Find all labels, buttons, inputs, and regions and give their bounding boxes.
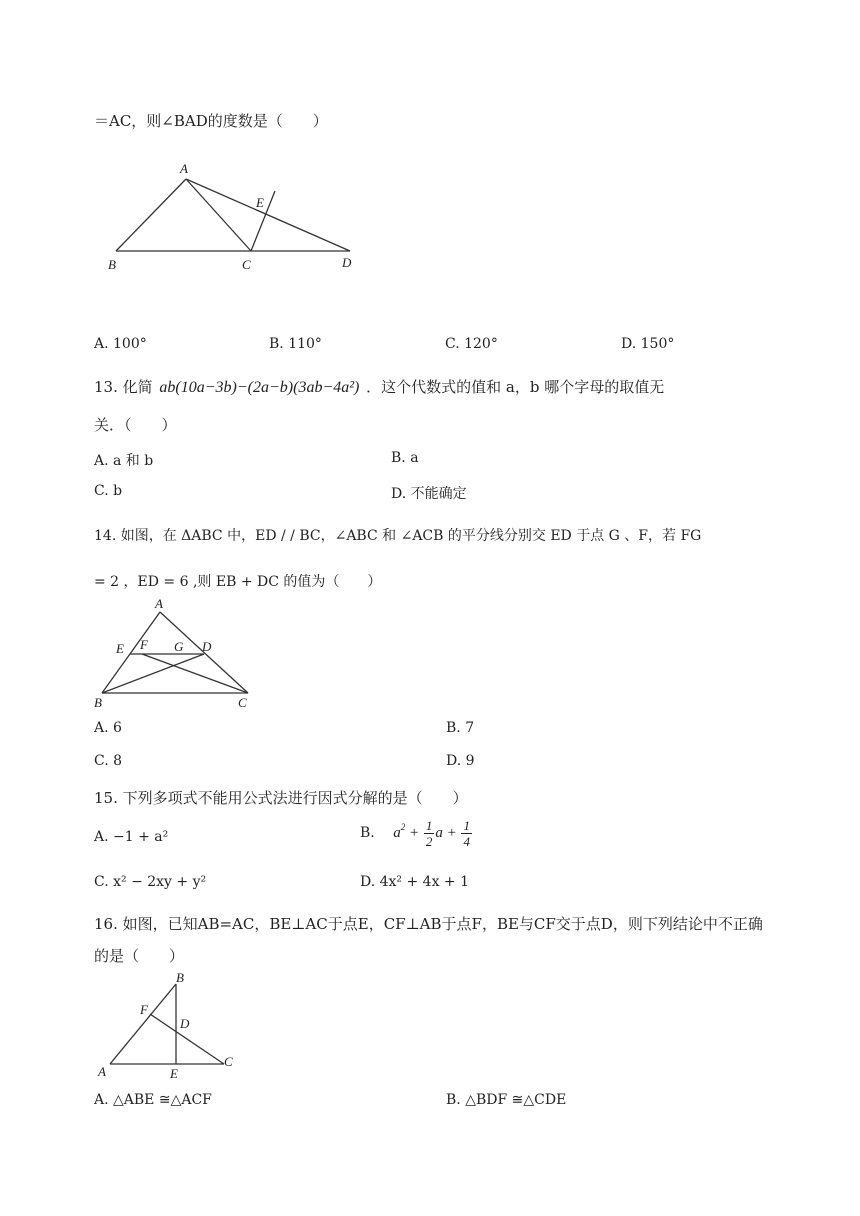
q14-label-A: A (155, 596, 163, 611)
q14-label-D: D (202, 639, 212, 654)
q13-suffix: ．这个代数式的值和 a，b 哪个字母的取值无 (366, 378, 665, 396)
q13-option-b: B. a (391, 450, 419, 466)
q12-label-B: B (108, 257, 116, 272)
q14-label-F: F (140, 637, 148, 652)
q14-seg-BG (102, 654, 204, 693)
q15-option-c: C. x² − 2xy + y² (94, 874, 207, 890)
q16-stem-line2: 的是（ ） (94, 947, 185, 965)
q16-label-A: A (98, 1064, 106, 1079)
q12-option-c: C. 120° (445, 336, 498, 352)
q12-label-D: D (342, 255, 352, 270)
q15-option-b-expr: $a^2$ + $\frac{1}{2}$ a + $\frac{1}{4}$ (393, 818, 470, 849)
frac-quarter: $\frac{1}{4}$ (463, 818, 470, 849)
q14-seg-AB (102, 612, 160, 693)
q14-stem-line1: 14. 如图，在 ΔABC 中，ED / / BC，∠ABC 和 ∠ACB 的平分线分别交 ED 于点 G 、F，若 FG (94, 528, 702, 544)
q14-label-C: C (238, 695, 247, 710)
q13-stem-line1 (94, 376, 664, 397)
q12-seg-AD (186, 179, 350, 251)
q14-option-b: B. 7 (446, 720, 475, 736)
q15-option-b-label: B. (360, 824, 375, 841)
q16-label-B: B (176, 970, 184, 985)
q15-option-b (360, 818, 473, 849)
q12-seg-AB (116, 179, 186, 251)
q16-stem-line1: 16. 如图，已知AB=AC，BE⊥AC于点E，CF⊥AB于点F，BE与CF交于点D，则下列结论中不正确 (94, 915, 763, 933)
q14-stem-line2: = 2 ，ED = 6 ,则 EB + DC 的值为（ ） (94, 574, 382, 590)
q14-option-d: D. 9 (446, 753, 475, 769)
q14-option-a: A. 6 (94, 720, 122, 736)
q14-option-c: C. 8 (94, 753, 123, 769)
q13-option-d: D. 不能确定 (391, 486, 467, 502)
q16-label-D: D (180, 1016, 190, 1031)
q16-label-E: E (170, 1066, 178, 1081)
q12-label-E: E (256, 195, 264, 210)
q12-figure (100, 158, 370, 276)
q15-stem: 15. 下列多项式不能用公式法进行因式分解的是（ ） (94, 789, 468, 807)
q13-stem-line2: 关．（ ） (94, 416, 177, 434)
q13-option-a: A. a 和 b (94, 453, 154, 469)
q12-option-b: B. 110° (269, 336, 322, 352)
q13-prefix: 13. 化简 (94, 378, 153, 396)
q16-label-F: F (140, 1002, 148, 1017)
q15-option-d: D. 4x² + 4x + 1 (360, 874, 470, 890)
q16-seg-AB (110, 984, 176, 1064)
q12-option-a: A. 100° (94, 336, 147, 352)
q13-option-c: C. b (94, 483, 123, 499)
q16-label-C: C (224, 1054, 233, 1069)
q16-option-a: A. △ABE ≅△ACF (94, 1092, 212, 1108)
q12-stem: ＝AC，则∠BAD的度数是（ ） (94, 112, 328, 130)
q14-label-G: G (174, 639, 184, 654)
frac-half: $\frac{1}{2}$ (425, 818, 433, 849)
q14-seg-CF (142, 654, 248, 693)
q13-expression: ab(10a−3b)−(2a−b)(3ab−4a²) (159, 379, 360, 396)
q14-label-E: E (116, 641, 124, 656)
q14-label-B: B (94, 695, 102, 710)
q15-option-a: A. −1 + a² (94, 829, 169, 845)
q16-figure (94, 966, 244, 1084)
q12-seg-AC (186, 179, 251, 251)
q12-label-A: A (180, 161, 188, 176)
q12-label-C: C (242, 257, 251, 272)
q14-figure (90, 596, 260, 712)
q12-option-d: D. 150° (621, 336, 675, 352)
q16-option-b: B. △BDF ≅△CDE (446, 1092, 567, 1108)
